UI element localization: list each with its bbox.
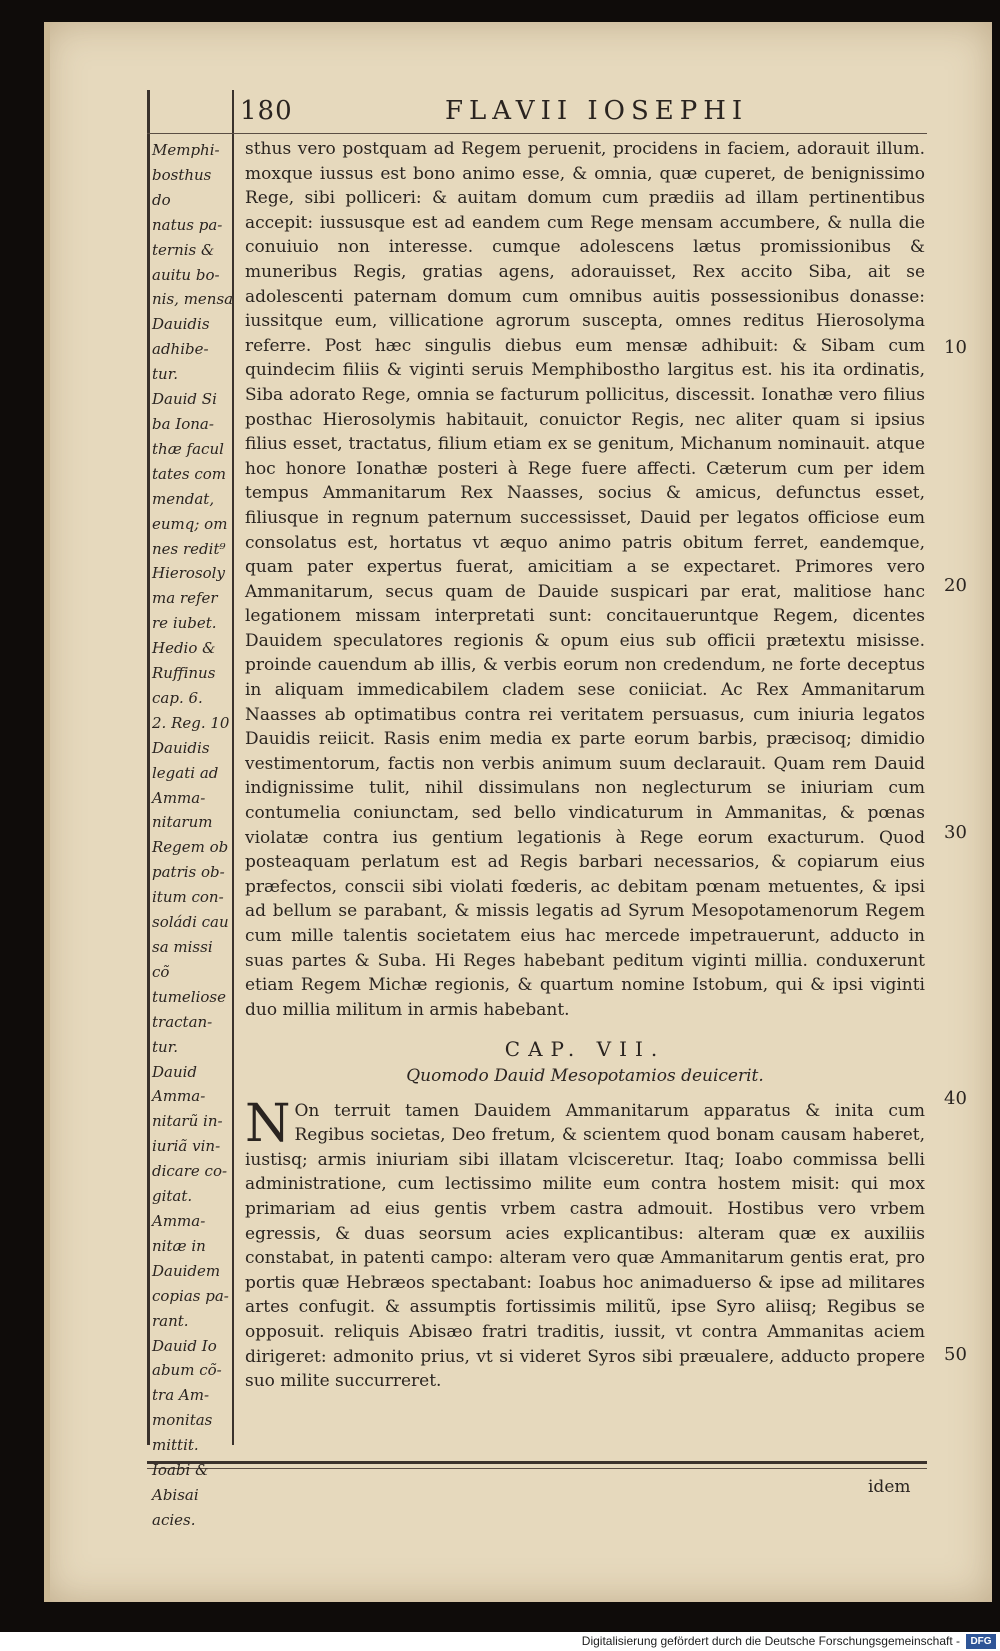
margin-note: Dauid Io abum cõ- tra Am- monitas mittit. bbox=[152, 1336, 222, 1455]
line-number: 30 bbox=[944, 822, 967, 843]
page-number: 180 bbox=[240, 96, 293, 126]
drop-cap: N bbox=[245, 1093, 291, 1154]
paragraph: sthus vero postquam ad Regem peruenit, procidens in faciem, adorauit illum. moxque iussus est bono animo esse, & omnia, quæ cuperet, de benignissimo Rege, sibi polliceri: & auitam domum cum prædiis ad illam pertinentibus accepit: iussusque est ad eandem cum Rege mensam accumbere, & nulla die conuiuio non interesse. cumque adolescens lætus promissionibus & muneribus Regis, gratias agens, adorauisset, Rex accito Siba, ait se adolescenti paternam domum cum omnibus auitis possessionibus donasse: iussitque eum, villicatione agrorum suscepta, omnes reditus Hierosolyma referre. Post hæc singulis diebus eum mensæ adhibuit: & Sibam cum quindecim filiis & viginti seruis Memphibostho largitus est. his ita ordinatis, Siba adorato Rege, omnia se facturum pollicitus, discessit. Ionathæ vero filius posthac Hierosolymis habitauit, conuictor Regis, nec aliter quam si ipsius filius esset, tractatus, filium etiam ex se genitum, Michanum nominauit. atque hoc honore Ionathæ posteri à Rege fuere affecti. Cæterum cum per idem tempus Ammanitarum Rex Naasses, socius & amicus, defunctus esset, filiusque in regnum paternum successisset, Dauid per legatos officiose eum consolatus est, hortatus vt æquo animo patris obitum ferret, eandemque, quam pater expertus fuerat, amicitiam a se expectaret. Primores vero Ammanitarum, secus quam de Dauide suspicari par erat, malitiose hanc legationem missam interpretati sunt: concitaueruntque Regem, dicentes Dauidem speculatores regionis & opum eius sub officii prætextu misisse. proinde cauendum ab illis, & verbis eorum non credendum, ne forte deceptus in aliquam immedicabilem cladem sese coniiciat. Ac Rex Ammanitarum Naasses ab optimatibus contra rei veritatem persuasus, cum iniuria legatos Dauidis reiicit. Rasis enim media ex parte eorum barbis, præcisoq; dimidio vestimentorum, factis non verbis animum suum declarauit. Quam rem Dauid indignissime tulit, nihil dissimulans non neglecturum se iniuriam cum contumelia coniunctam, sed bello vindicaturum in Ammanitas, & pœnas violatæ contra ius gentium legationis à Rege eorum exacturum. Quod posteaquam perlatum est ad Regis barbari necessarios, & copiarum eius præfectos, conscii sibi violati fœderis, ac debitam pœnam metuentes, & ipsi ad bellum se parabant, & missis legatis ad Syrum Mesopotamenorum Regem cum mille talentis societatem eius hac mercede impetrauerunt, adducto in suas partes & Suba. Hi Reges habebant peditum viginti millia. conduxerunt etiam Regem Michæ regionis, & quartum nomine Istobum, qui & ipsi viginti duo millia militum in armis habebant. bbox=[245, 139, 925, 1020]
margin-note: Dauidis legati ad Amma- nitarum Regem ob patris ob- itum con- soládi cau sa missi cõ tumeliose tractan- tur. bbox=[152, 738, 229, 1056]
line-number: 10 bbox=[944, 337, 967, 358]
catchword: idem bbox=[868, 1477, 911, 1497]
margin-note: Ioabi & Abisai acies. bbox=[152, 1461, 209, 1529]
page-header bbox=[240, 96, 940, 136]
footer-bar bbox=[0, 1632, 1000, 1651]
margin-note: Hedio & Ruffinus cap. 6. bbox=[152, 639, 216, 707]
dfg-logo-icon: DFG bbox=[966, 1634, 996, 1649]
footer-text: Digitalisierung gefördert durch die Deutsche Forschungsgemeinschaft - bbox=[581, 1634, 960, 1648]
line-number: 20 bbox=[944, 575, 967, 596]
margin-note: Memphi- bosthus do natus pa- ternis & auitu bo- nis, mensa Dauidis adhibe- tur. bbox=[152, 141, 234, 384]
margin-note: 2. Reg. 10 bbox=[152, 713, 230, 732]
margin-note: Dauid Amma- nitarũ in- iuriã vin- dicare co- gitat. bbox=[152, 1062, 228, 1206]
paragraph-text: On terruit tamen Dauidem Ammanitarum apparatus & inita cum Regibus societas, Deo fretum, & scientem quod bonam causam haberet, iustisq; armis iniuriam sibi illatam vlcisceretur. Itaq; Ioabo commissa belli administratione, cum lectissimo milite eum contra hostem misit: qui mox primariam ad eius gentis vrbem castra admouit. Hostibus vero vrbem egressis, & duas seorsum acies explicantibus: alteram quæ ex auxiliis constabat, in patenti campo: alteram vero quæ Ammanitarum gentis erat, pro portis quæ Hebræos spectabant: Ioabus hoc animaduerso & ipse ad militares artes confugit. & assumptis fortissimis militũ, ipse Syro aliisq; Regibus se opposuit. reliquis Abisæo fratri traditis, iussit, vt contra Ammanitas aciem dirigeret: admonito prius, vt si videret Syros sibi præualere, adducto propere suo milite succurreret. bbox=[245, 1100, 925, 1392]
footer-rule bbox=[147, 1461, 927, 1464]
line-number: 40 bbox=[944, 1088, 967, 1109]
margin-note: Amma- nitæ in Dauidem copias pa- rant. bbox=[152, 1211, 229, 1330]
left-margin-rule bbox=[147, 90, 150, 1445]
main-text bbox=[245, 137, 925, 1394]
margin-notes bbox=[152, 138, 234, 1533]
paragraph bbox=[245, 1093, 925, 1394]
line-number: 50 bbox=[944, 1344, 967, 1365]
page-edge bbox=[44, 22, 50, 1602]
chapter-title: CAP. VII. bbox=[504, 1037, 666, 1062]
running-head: FLAVII IOSEPHI bbox=[445, 96, 749, 126]
footer-rule-thin bbox=[147, 1468, 927, 1469]
margin-note: Dauid Si ba Iona- thæ facul tates com mendat, eumq; om nes redit⁹ Hierosoly ma refer re iubet. bbox=[152, 390, 228, 633]
chapter-subtitle: Quomodo Dauid Mesopotamios deuicerit. bbox=[406, 1065, 764, 1086]
